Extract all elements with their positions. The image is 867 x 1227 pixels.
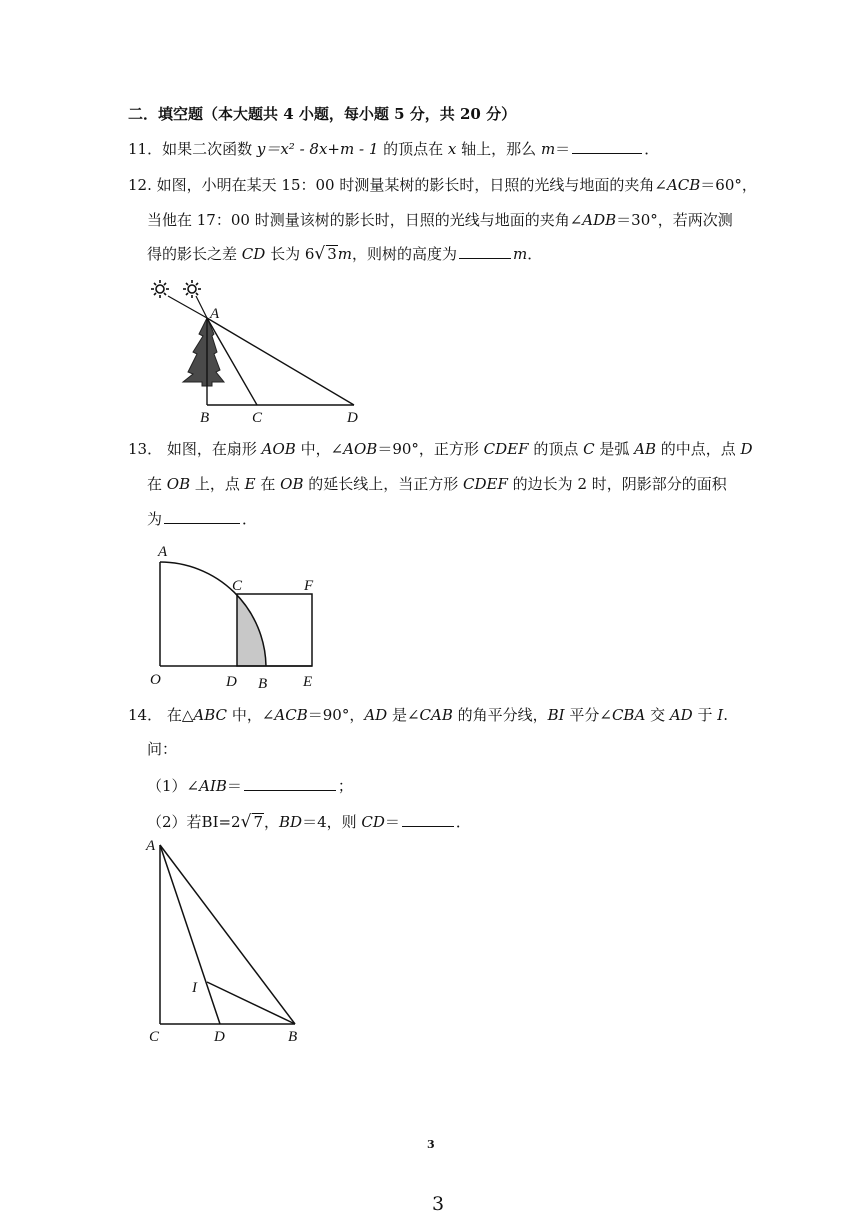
question-11: 11．如果二次函数 y＝x² - 8x+m - 1 的顶点在 x 轴上，那么 m＝ ．: [128, 140, 660, 158]
page-number-small: 3: [427, 1138, 435, 1151]
question-number: 14．: [128, 706, 163, 724]
radicand: 7: [253, 813, 263, 831]
label-e: E: [303, 674, 313, 690]
label-b: B: [288, 1029, 298, 1045]
question-number: 12.: [128, 176, 152, 194]
question-14-part-2: （2）若BI=2√ 7，BD＝4，则 CD＝ ．: [147, 812, 471, 832]
label-d: D: [347, 410, 358, 426]
question-12-line-2: 当他在 17：00 时测量该树的影长时，日照的光线与地面的夹角∠ADB＝30°，若两次测: [147, 211, 733, 229]
question-14-line-1: 14． 在△ABC 中，∠ACB＝90°，AD 是∠CAB 的角平分线，BI 平分∠CBA 交 AD 于 I.: [128, 706, 728, 724]
question-12-line-3: 得的影长之差 CD 长为 6√ 3m，则树的高度为 m．: [147, 244, 543, 264]
radicand: 3: [327, 245, 337, 263]
question-number: 13．: [128, 440, 163, 458]
label-f: F: [304, 578, 314, 594]
label-c: C: [149, 1029, 160, 1045]
question-14-line-2: 问：: [147, 740, 178, 758]
question-13-line-2: 在 OB 上，点 E 在 OB 的延长线上，当正方形 CDEF 的边长为 2 时，阴影部分的面积: [147, 475, 727, 493]
segment-bi: [207, 982, 295, 1024]
label-a: A: [158, 544, 168, 560]
question-number: 11．: [128, 140, 163, 158]
label-a: A: [210, 306, 220, 322]
label-d: D: [214, 1029, 225, 1045]
label-d: D: [226, 674, 237, 690]
label-c: C: [252, 410, 263, 426]
section-heading: 二．填空题（本大题共 4 小题，每小题 5 分，共 20 分）: [128, 105, 517, 123]
quadratic-function: y＝x² - 8x+m - 1: [256, 140, 379, 158]
label-c: C: [232, 578, 243, 594]
label-b: B: [200, 410, 210, 426]
segment-ab: [160, 845, 295, 1024]
label-b: B: [258, 676, 268, 692]
question-13-line-1: 13． 如图，在扇形 AOB 中，∠AOB＝90°，正方形 CDEF 的顶点 C 是弧 AB 的中点，点 D: [128, 440, 753, 458]
label-a: A: [146, 838, 156, 854]
question-14-part-1: （1）∠AIB＝ ；: [147, 777, 353, 795]
question-13-line-3: 为 ．: [147, 510, 258, 528]
page-number-large: 3: [432, 1193, 445, 1215]
question-12-line-1: 12. 如图，小明在某天 15：00 时测量某树的影长时，日照的光线与地面的夹角∠ACB＝60°，: [128, 176, 757, 194]
label-i: I: [192, 980, 197, 996]
segment-ad: [160, 845, 220, 1024]
label-o: O: [150, 672, 161, 688]
